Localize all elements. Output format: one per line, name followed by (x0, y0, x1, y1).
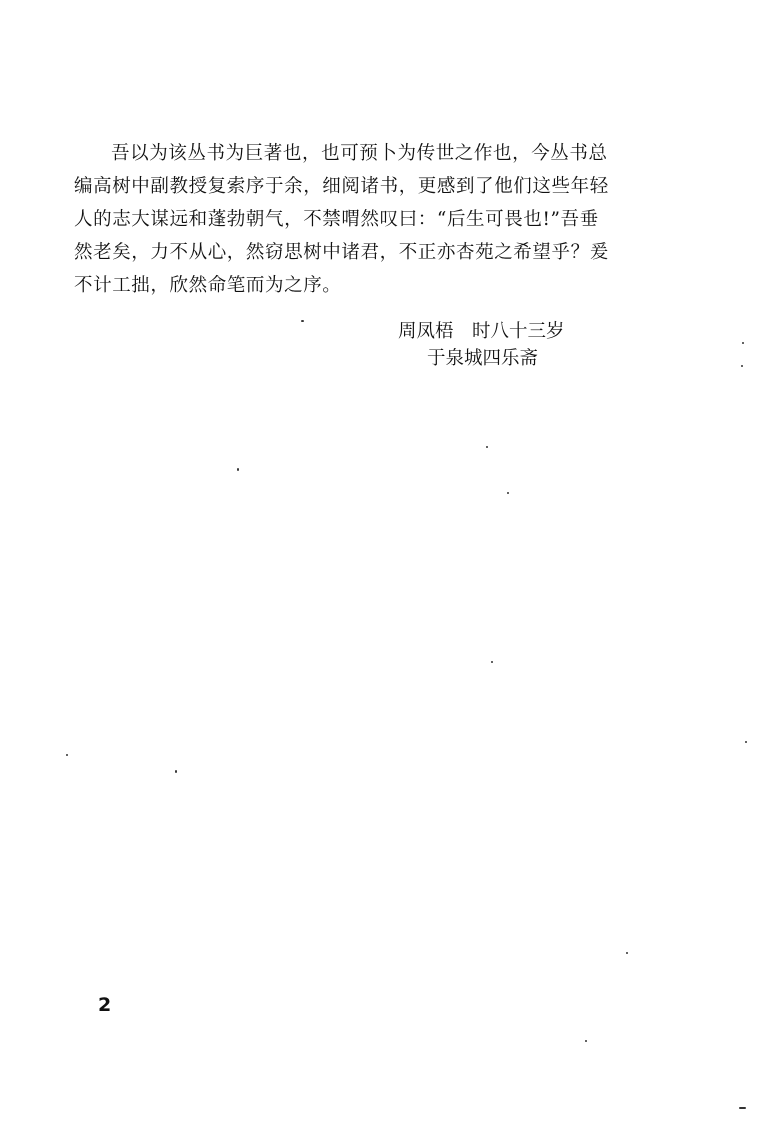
preface-line-5: 不计工拙，欣然命笔而为之序。 (74, 275, 342, 296)
scan-speck (745, 741, 747, 743)
scan-speck (486, 446, 488, 448)
scan-speck (742, 342, 744, 344)
signature-author-line: 周凤梧 时八十三岁 (398, 321, 565, 342)
preface-paragraph (74, 137, 644, 302)
scan-speck (301, 320, 304, 322)
preface-line-4: 然老矣，力不从心，然窃思树中诸君，不正亦杏苑之希望乎？爰 (74, 242, 609, 263)
scan-speck (491, 661, 493, 663)
scan-speck (507, 492, 509, 494)
page-number: 2 (98, 994, 112, 1016)
scan-speck (237, 468, 239, 471)
scan-speck (741, 365, 743, 367)
preface-line-1: 吾以为该丛书为巨著也，也可预卜为传世之作也，今丛书总 (111, 143, 608, 164)
preface-line-3: 人的志大谋远和蓬勃朝气，不禁喟然叹曰：“后生可畏也!”吾垂 (74, 209, 599, 230)
scan-speck (626, 952, 628, 954)
scan-speck (66, 754, 68, 756)
signature-place-line: 于泉城四乐斋 (427, 348, 539, 369)
preface-line-2: 编高树中副教授复索序于余，细阅诸书，更感到了他们这些年轻 (74, 176, 609, 197)
signature-block (398, 318, 698, 372)
scan-speck (739, 1107, 746, 1109)
scan-speck (585, 1040, 587, 1042)
scan-speck (175, 770, 177, 773)
